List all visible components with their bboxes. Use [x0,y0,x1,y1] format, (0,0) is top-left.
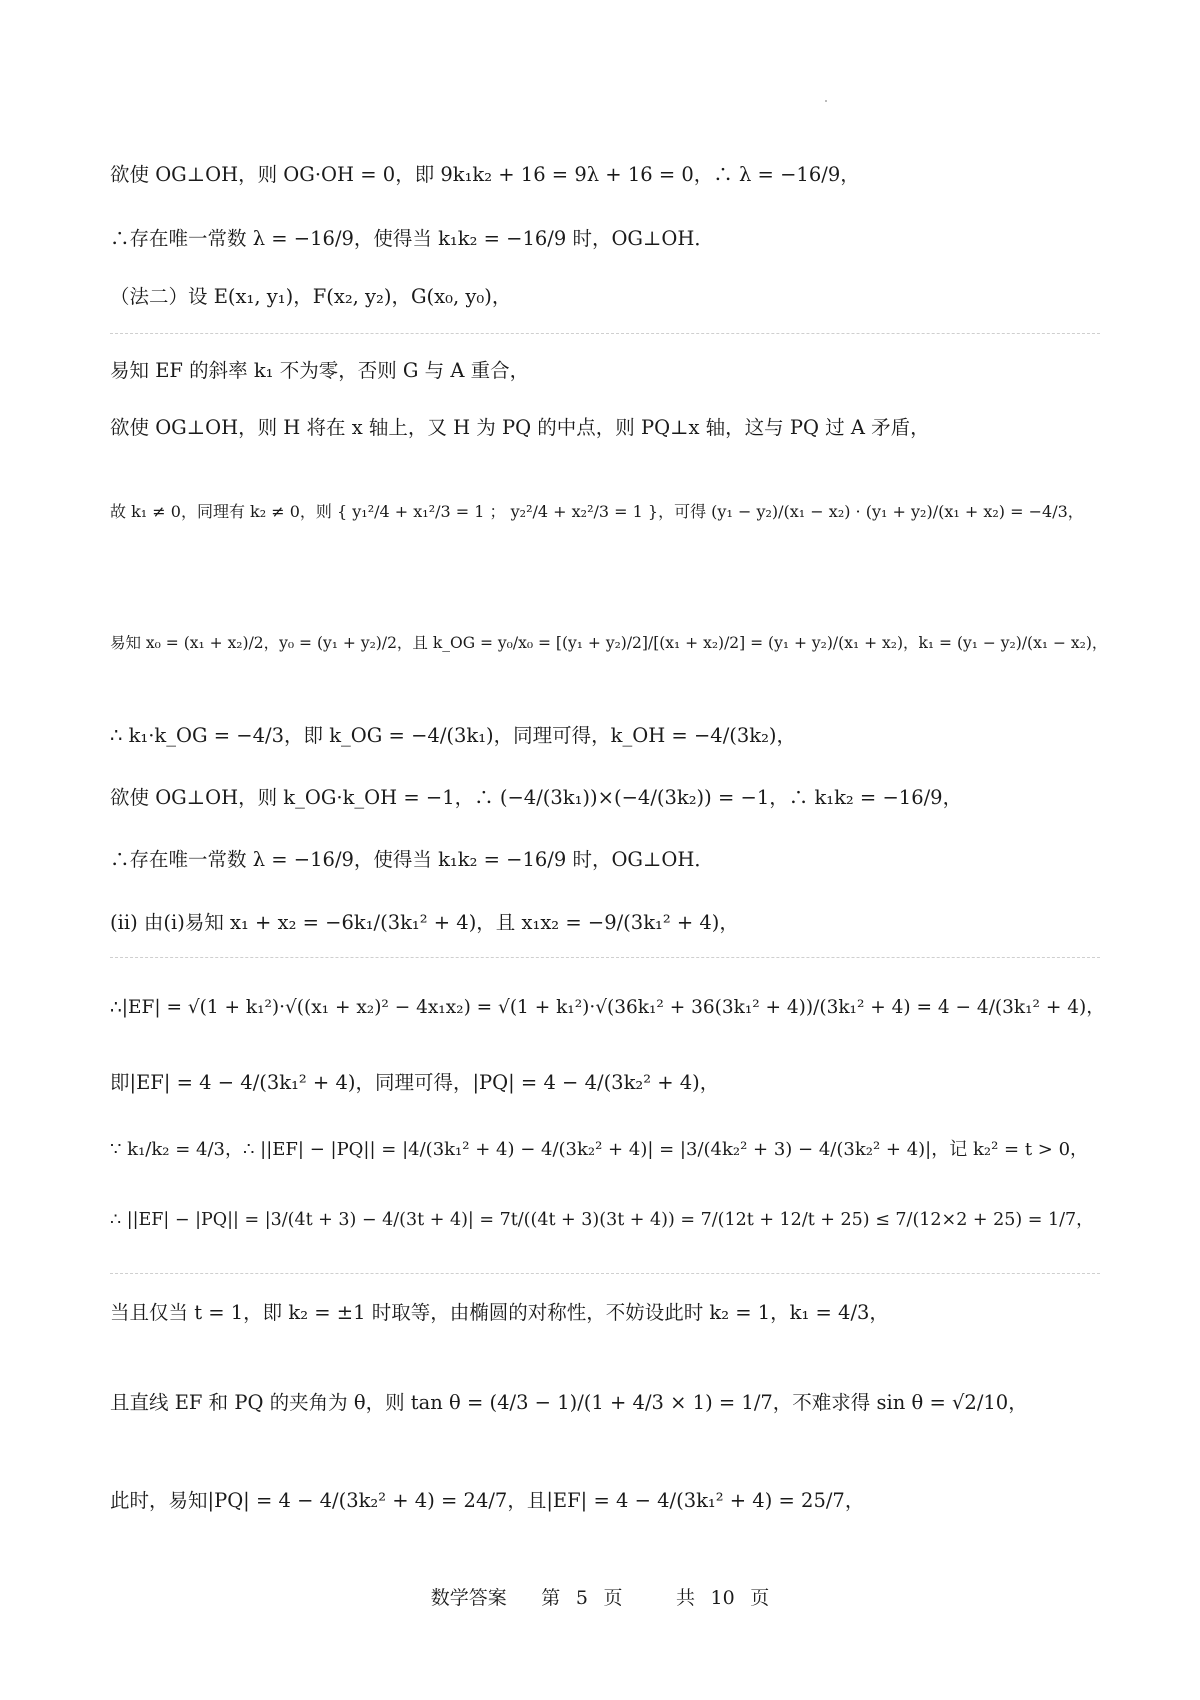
text-line-18: 此时，易知|PQ| = 4 − 4/(3k₂² + 4) = 24/7，且|EF| = 4 − 4/(3k₁² + 4) = 25/7， [110,1489,865,1512]
text-line-10: ∴存在唯一常数 λ = −16/9，使得当 k₁k₂ = −16/9 时，OG⊥OH． [110,848,714,871]
text-line-9: 欲使 OG⊥OH，则 k_OG·k_OH = −1，∴ (−4/(3k₁))×(−4/(3k₂)) = −1，∴ k₁k₂ = −16/9， [110,786,963,809]
text-line-5: 欲使 OG⊥OH，则 H 将在 x 轴上，又 H 为 PQ 的中点，则 PQ⊥x 轴，这与 PQ 过 A 矛盾， [110,416,930,439]
dashed-separator [110,333,1100,334]
text-line-15: ∴ ||EF| − |PQ|| = |3/(4t + 3) − 4/(3t + 4)| = 7t/((4t + 3)(3t + 4)) = 7/(12t + 12/t + 25) ≤ 7/(12×2 + 25) = 1/7， [110,1210,1094,1230]
text-line-2: ∴存在唯一常数 λ = −16/9，使得当 k₁k₂ = −16/9 时，OG⊥OH． [110,227,714,250]
text-line-11: (ii) 由(i)易知 x₁ + x₂ = −6k₁/(3k₁² + 4)，且 x₁x₂ = −9/(3k₁² + 4)， [110,911,739,934]
text-line-3: （法二）设 E(x₁, y₁)，F(x₂, y₂)，G(x₀, y₀)， [110,285,512,308]
dashed-separator [110,1273,1100,1274]
text-line-4: 易知 EF 的斜率 k₁ 不为零，否则 G 与 A 重合， [110,359,530,382]
text-line-6: 故 k₁ ≠ 0，同理有 k₂ ≠ 0，则 { y₁²/4 + x₁²/3 = 1 ； y₂²/4 + x₂²/3 = 1 }，可得 (y₁ − y₂)/(x₁ − x₂) · (y₁ + y₂)/(x₁ + x₂) = −4/3， [110,502,1084,521]
text-line-12: ∴|EF| = √(1 + k₁²)·√((x₁ + x₂)² − 4x₁x₂) = √(1 + k₁²)·√(36k₁² + 36(3k₁² + 4))/(3k₁² + 4) = 4 − 4/(3k₁² + 4)， [110,997,1105,1018]
text-line-13: 即|EF| = 4 − 4/(3k₁² + 4)，同理可得，|PQ| = 4 − 4/(3k₂² + 4)， [110,1071,720,1094]
scan-speck [825,100,827,102]
text-line-1: 欲使 OG⊥OH，则 OG·OH = 0，即 9k₁k₂ + 16 = 9λ + 16 = 0，∴ λ = −16/9， [110,163,860,186]
dashed-separator [110,957,1100,958]
text-line-16: 当且仅当 t = 1，即 k₂ = ±1 时取等，由椭圆的对称性，不妨设此时 k₂ = 1，k₁ = 4/3， [110,1301,889,1324]
text-line-14: ∵ k₁/k₂ = 4/3，∴ ||EF| − |PQ|| = |4/(3k₁² + 4) − 4/(3k₂² + 4)| = |3/(4k₂² + 3) − 4/(3k₂² + 4)|，记 k₂² = t > 0， [110,1139,1089,1160]
text-line-8: ∴ k₁·k_OG = −4/3，即 k_OG = −4/(3k₁)，同理可得，k_OH = −4/(3k₂)， [110,724,797,747]
page-footer: 数学答案 第 5 页 共 10 页 [430,1587,770,1609]
text-line-7: 易知 x₀ = (x₁ + x₂)/2，y₀ = (y₁ + y₂)/2，且 k_OG = y₀/x₀ = [(y₁ + y₂)/2]/[(x₁ + x₂)/2] = (y₁ + y₂)/(x₁ + x₂)，k₁ = (y₁ − y₂)/(x₁ − x₂)， [110,634,1108,652]
text-line-17: 且直线 EF 和 PQ 的夹角为 θ，则 tan θ = (4/3 − 1)/(1 + 4/3 × 1) = 1/7，不难求得 sin θ = √2/10， [110,1391,1028,1414]
